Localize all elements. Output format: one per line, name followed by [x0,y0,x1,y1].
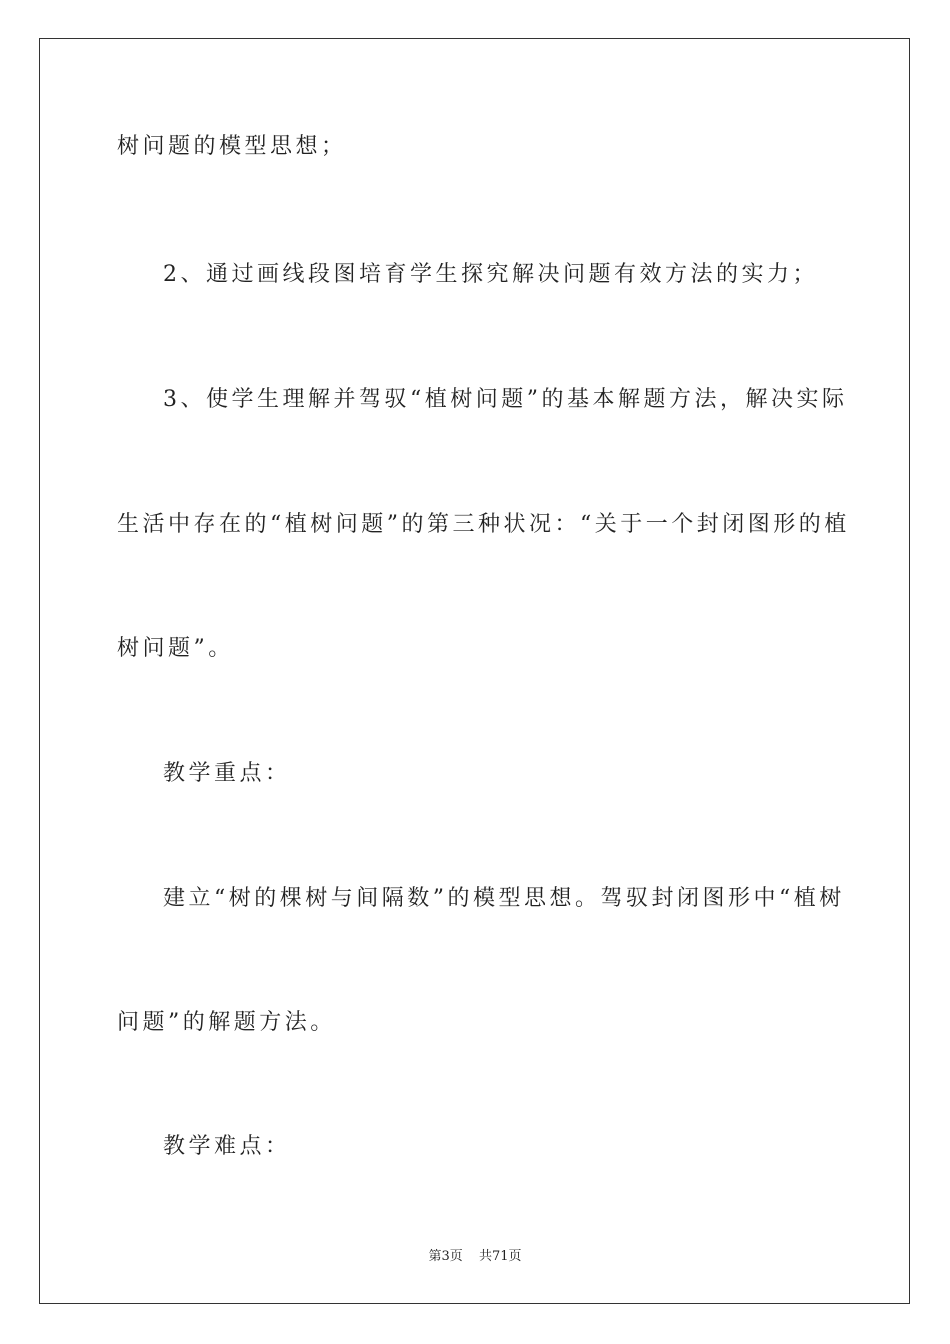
text-line: 树问题的模型思想； [117,134,347,159]
page-footer [0,1245,950,1264]
page-number: 第3页 [428,1249,463,1264]
text-line: 问题”的解题方法。 [117,1010,336,1035]
text-line: 2、通过画线段图培育学生探究解决问题有效方法的实力； [163,262,818,287]
text-line: 生活中存在的“植树问题”的第三种状况：“关于一个封闭图形的植 [117,512,850,537]
page-border [39,38,910,1304]
text-line: 建立“树的棵树与间隔数”的模型思想。驾驭封闭图形中“植树 [163,886,845,911]
section-heading: 教学难点： [163,1134,291,1159]
page-total: 共71页 [478,1249,522,1264]
text-line: 树问题”。 [117,636,234,661]
section-heading: 教学重点： [163,761,291,786]
text-line: 3、使学生理解并驾驭“植树问题”的基本解题方法，解决实际 [163,387,848,412]
